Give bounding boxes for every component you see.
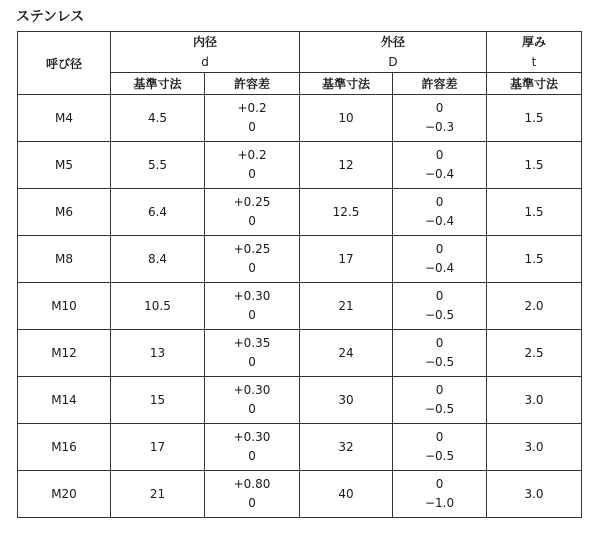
cell-inner-tolerance-lower: 0 (248, 261, 256, 275)
table-row (18, 377, 582, 424)
cell-outer-tolerance-lower: −0.5 (424, 355, 455, 369)
cell-thickness: 3.0 (487, 424, 582, 471)
cell-outer-basic: 21 (300, 283, 393, 330)
cell-inner-tolerance-lower: 0 (248, 449, 256, 463)
header-outer-tolerance: 許容差 (393, 73, 487, 95)
cell-nominal: M16 (18, 424, 111, 471)
cell-thickness: 1.5 (487, 142, 582, 189)
cell-inner-basic: 17 (111, 424, 205, 471)
cell-outer-basic: 32 (300, 424, 393, 471)
cell-inner-tolerance-upper: +0.25 (233, 242, 271, 256)
cell-outer-tolerance-upper: 0 (435, 195, 444, 209)
table-row (18, 142, 582, 189)
cell-outer-tolerance-upper: 0 (435, 336, 444, 350)
cell-thickness: 2.5 (487, 330, 582, 377)
cell-outer-tolerance-lower: −1.0 (424, 496, 455, 510)
cell-inner-tolerance-upper: +0.25 (233, 195, 271, 209)
cell-outer-basic: 17 (300, 236, 393, 283)
cell-outer-tolerance-lower: −0.5 (424, 402, 455, 416)
cell-nominal: M6 (18, 189, 111, 236)
cell-outer-tolerance (393, 236, 487, 283)
cell-inner-tolerance-lower: 0 (248, 402, 256, 416)
cell-inner-tolerance-lower: 0 (248, 214, 256, 228)
cell-outer-tolerance (393, 330, 487, 377)
cell-inner-tolerance (205, 283, 300, 330)
cell-inner-tolerance-lower: 0 (248, 120, 256, 134)
cell-outer-tolerance-lower: −0.5 (424, 308, 455, 322)
cell-inner-tolerance (205, 236, 300, 283)
header-inner-tolerance: 許容差 (205, 73, 300, 95)
cell-inner-tolerance-upper: +0.35 (233, 336, 271, 350)
cell-inner-basic: 15 (111, 377, 205, 424)
header-inner-symbol: d (201, 55, 209, 69)
table-row (18, 330, 582, 377)
cell-outer-tolerance-lower: −0.4 (424, 167, 455, 181)
cell-outer-basic: 10 (300, 95, 393, 142)
cell-outer-tolerance-lower: −0.4 (424, 261, 455, 275)
header-nominal (18, 32, 111, 95)
header-inner-diameter (111, 32, 300, 73)
cell-nominal: M4 (18, 95, 111, 142)
cell-inner-tolerance-lower: 0 (248, 308, 256, 322)
cell-outer-basic: 40 (300, 471, 393, 518)
cell-outer-tolerance-upper: 0 (435, 477, 444, 491)
cell-outer-tolerance-lower: −0.4 (424, 214, 455, 228)
cell-outer-tolerance (393, 95, 487, 142)
cell-inner-basic: 8.4 (111, 236, 205, 283)
cell-thickness: 2.0 (487, 283, 582, 330)
header-thickness-label: 厚み (522, 35, 547, 49)
cell-thickness: 3.0 (487, 471, 582, 518)
header-inner-label: 内径 (193, 35, 218, 49)
cell-outer-tolerance (393, 189, 487, 236)
cell-inner-tolerance (205, 377, 300, 424)
cell-outer-tolerance (393, 424, 487, 471)
cell-thickness: 1.5 (487, 189, 582, 236)
cell-inner-basic: 6.4 (111, 189, 205, 236)
cell-outer-tolerance (393, 283, 487, 330)
cell-outer-tolerance-upper: 0 (435, 101, 444, 115)
cell-outer-tolerance-lower: −0.5 (424, 449, 455, 463)
cell-inner-tolerance (205, 95, 300, 142)
cell-outer-tolerance-upper: 0 (435, 148, 444, 162)
header-outer-diameter (300, 32, 487, 73)
cell-nominal: M8 (18, 236, 111, 283)
table-row (18, 189, 582, 236)
header-nominal-label: 呼び径 (45, 56, 82, 71)
table-row (18, 424, 582, 471)
cell-inner-tolerance-upper: +0.2 (237, 101, 267, 115)
header-inner-basic: 基準寸法 (111, 73, 205, 95)
cell-outer-tolerance (393, 471, 487, 518)
cell-inner-tolerance-upper: +0.30 (233, 383, 271, 397)
cell-inner-tolerance-upper: +0.80 (233, 477, 271, 491)
cell-outer-tolerance-upper: 0 (435, 430, 444, 444)
table-row (18, 471, 582, 518)
cell-outer-tolerance (393, 142, 487, 189)
cell-thickness: 1.5 (487, 95, 582, 142)
cell-outer-basic: 12.5 (300, 189, 393, 236)
header-outer-label: 外径 (381, 35, 406, 49)
cell-nominal: M12 (18, 330, 111, 377)
cell-inner-tolerance-lower: 0 (248, 355, 256, 369)
cell-outer-basic: 24 (300, 330, 393, 377)
washer-dimension-table (17, 31, 582, 518)
cell-inner-tolerance-upper: +0.2 (237, 148, 267, 162)
cell-outer-basic: 30 (300, 377, 393, 424)
cell-inner-basic: 13 (111, 330, 205, 377)
cell-inner-tolerance-upper: +0.30 (233, 289, 271, 303)
cell-inner-basic: 5.5 (111, 142, 205, 189)
header-outer-symbol: D (388, 55, 398, 69)
cell-inner-tolerance-lower: 0 (248, 496, 256, 510)
cell-inner-tolerance (205, 471, 300, 518)
cell-outer-tolerance (393, 377, 487, 424)
cell-inner-tolerance (205, 142, 300, 189)
cell-nominal: M14 (18, 377, 111, 424)
cell-inner-tolerance (205, 330, 300, 377)
cell-inner-tolerance-lower: 0 (248, 167, 256, 181)
cell-inner-tolerance (205, 189, 300, 236)
header-thickness (487, 32, 582, 73)
header-thickness-symbol: t (531, 55, 537, 69)
table-row (18, 283, 582, 330)
cell-inner-basic: 21 (111, 471, 205, 518)
cell-outer-tolerance-lower: −0.3 (424, 120, 455, 134)
cell-nominal: M10 (18, 283, 111, 330)
cell-thickness: 1.5 (487, 236, 582, 283)
table-title: ステンレス (16, 9, 85, 25)
cell-inner-basic: 4.5 (111, 95, 205, 142)
cell-thickness: 3.0 (487, 377, 582, 424)
table-row (18, 95, 582, 142)
cell-inner-tolerance-upper: +0.30 (233, 430, 271, 444)
cell-nominal: M5 (18, 142, 111, 189)
header-outer-basic: 基準寸法 (300, 73, 393, 95)
cell-outer-tolerance-upper: 0 (435, 383, 444, 397)
cell-nominal: M20 (18, 471, 111, 518)
table-row (18, 236, 582, 283)
cell-inner-basic: 10.5 (111, 283, 205, 330)
table-body (18, 95, 582, 518)
cell-inner-tolerance (205, 424, 300, 471)
header-thickness-basic: 基準寸法 (487, 73, 582, 95)
header-row-top (18, 32, 582, 73)
cell-outer-tolerance-upper: 0 (435, 242, 444, 256)
cell-outer-basic: 12 (300, 142, 393, 189)
cell-outer-tolerance-upper: 0 (435, 289, 444, 303)
